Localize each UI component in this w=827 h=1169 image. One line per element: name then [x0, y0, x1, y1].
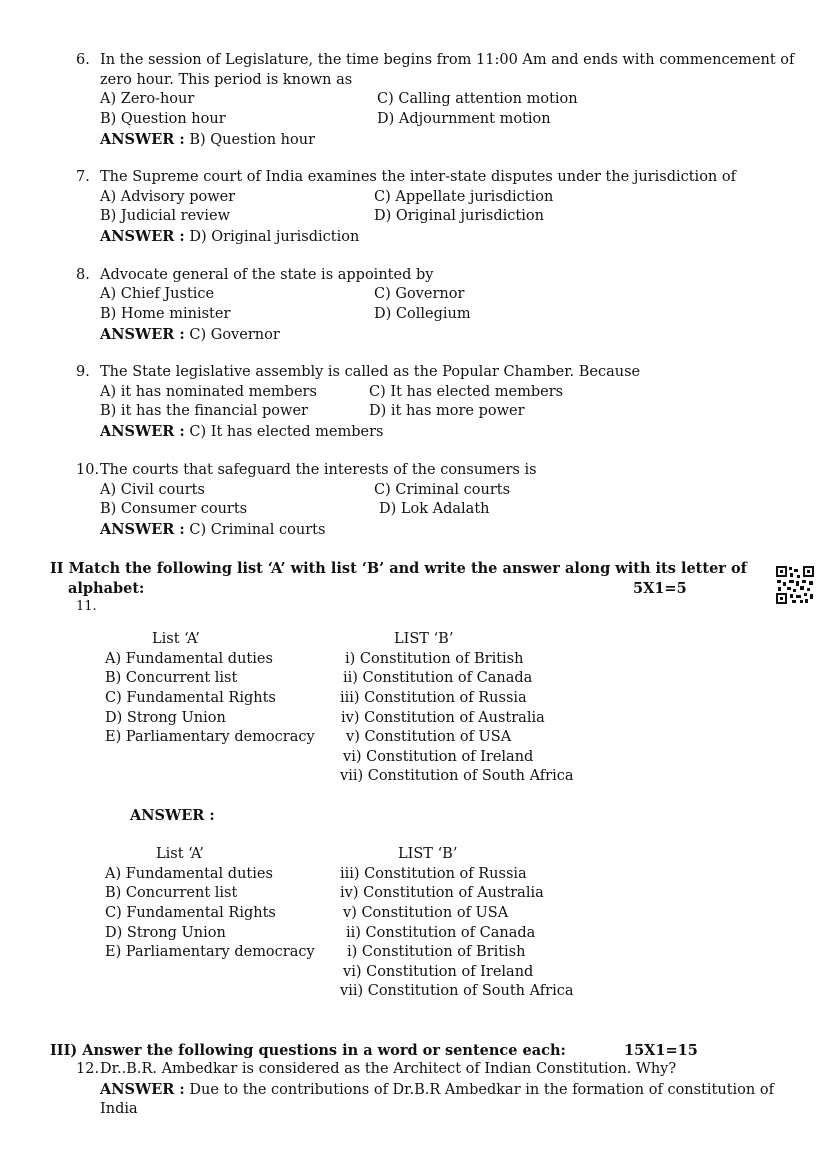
list-a-item: A) Fundamental duties [105, 651, 273, 667]
list-b-item: i) Constitution of British [347, 944, 526, 960]
list-b-header: LIST ‘B’ [394, 631, 454, 647]
list-a-item: D) Strong Union [105, 710, 226, 726]
list-a-item: C) Fundamental Rights [105, 690, 276, 706]
list-b-item: iv) Constitution of Australia [340, 885, 544, 901]
question-text: Advocate general of the state is appointed by [100, 267, 434, 283]
list-a-item: C) Fundamental Rights [105, 905, 276, 921]
option-d: D) Adjournment motion [377, 111, 551, 127]
list-b-item: ii) Constitution of Canada [343, 670, 533, 686]
option-c: C) Criminal courts [374, 482, 511, 498]
option-c: C) Governor [374, 286, 465, 302]
question-number: 8. [76, 267, 90, 283]
option-a: A) it has nominated members [100, 384, 317, 400]
answer-line [100, 227, 359, 248]
answer-text: D) Original jurisdiction [189, 229, 360, 245]
question-text: The Supreme court of India examines the inter-state disputes under the jurisdiction of [100, 169, 736, 185]
answer-label: ANSWER : [100, 1081, 185, 1098]
list-b-item: vii) Constitution of South Africa [340, 983, 574, 999]
option-b: B) Home minister [100, 306, 231, 322]
option-c: C) Appellate jurisdiction [374, 189, 554, 205]
answer-heading: ANSWER : [130, 807, 215, 824]
question-number: 12. [76, 1061, 100, 1077]
option-a: A) Advisory power [100, 189, 236, 205]
list-a-header: List ‘A’ [156, 846, 204, 862]
list-a-item: D) Strong Union [105, 925, 226, 941]
question-text: zero hour. This period is known as [100, 72, 353, 88]
question-text: Dr..B.R. Ambedkar is considered as the Architect of Indian Constitution. Why? [100, 1061, 677, 1077]
answer-line [100, 422, 383, 443]
question-text: The courts that safeguard the interests of the consumers is [100, 462, 537, 478]
option-c: C) Calling attention motion [377, 91, 578, 107]
option-a: A) Civil courts [100, 482, 205, 498]
option-d: D) Collegium [374, 306, 471, 322]
option-d: D) Lok Adalath [379, 501, 490, 517]
option-b: B) it has the financial power [100, 403, 308, 419]
question-text: In the session of Legislature, the time begins from 11:00 Am and ends with commencement of [100, 52, 795, 68]
list-a-item: E) Parliamentary democracy [105, 729, 315, 745]
question-number: 9. [76, 364, 90, 380]
section-heading: III) Answer the following questions in a word or sentence each: [50, 1042, 566, 1059]
answer-line [100, 520, 325, 541]
list-a-item: E) Parliamentary democracy [105, 944, 315, 960]
list-b-item: vii) Constitution of South Africa [340, 768, 574, 784]
answer-label: ANSWER : [100, 423, 185, 440]
list-a-item: A) Fundamental duties [105, 866, 273, 882]
section-marks: 15X1=15 [624, 1042, 698, 1059]
option-b: B) Question hour [100, 111, 226, 127]
option-c: C) It has elected members [369, 384, 564, 400]
option-b: B) Consumer courts [100, 501, 248, 517]
option-a: A) Chief Justice [100, 286, 215, 302]
answer-label: ANSWER : [100, 131, 185, 148]
question-number: 6. [76, 52, 90, 68]
option-a: A) Zero-hour [100, 91, 195, 107]
option-b: B) Judicial review [100, 208, 230, 224]
list-b-item: v) Constitution of USA [343, 905, 509, 921]
list-b-item: iii) Constitution of Russia [340, 690, 527, 706]
option-d: D) Original jurisdiction [374, 208, 544, 224]
section-heading: II Match the following list ‘A’ with list ‘B’ and write the answer along with its letter of [50, 560, 747, 577]
question-number: 7. [76, 169, 90, 185]
question-text: The State legislative assembly is called as the Popular Chamber. Because [100, 364, 641, 380]
answer-line [100, 130, 315, 151]
answer-label: ANSWER : [100, 228, 185, 245]
section-marks: 5X1=5 [633, 580, 687, 597]
list-b-item: vi) Constitution of Ireland [343, 749, 534, 765]
answer-line [100, 1080, 774, 1101]
question-number: 11. [76, 599, 97, 614]
answer-text: B) Question hour [189, 132, 316, 148]
list-a-item: B) Concurrent list [105, 670, 238, 686]
answer-text: C) Criminal courts [189, 522, 326, 538]
list-b-item: iii) Constitution of Russia [340, 866, 527, 882]
answer-text-cont: India [100, 1101, 138, 1117]
option-d: D) it has more power [369, 403, 525, 419]
list-b-header: LIST ‘B’ [398, 846, 458, 862]
list-b-item: iv) Constitution of Australia [341, 710, 545, 726]
list-a-item: B) Concurrent list [105, 885, 238, 901]
answer-label: ANSWER : [100, 326, 185, 343]
section-heading-cont: alphabet: [68, 580, 145, 597]
list-b-item: v) Constitution of USA [346, 729, 512, 745]
list-b-item: vi) Constitution of Ireland [343, 964, 534, 980]
question-number: 10. [76, 462, 100, 478]
answer-line [100, 325, 280, 346]
answer-text: C) It has elected members [189, 424, 384, 440]
qr-code-icon [775, 565, 815, 605]
answer-text: Due to the contributions of Dr.B.R Ambedkar in the formation of constitution of [189, 1082, 774, 1098]
answer-label: ANSWER : [100, 521, 185, 538]
answer-text: C) Governor [189, 327, 280, 343]
list-b-item: ii) Constitution of Canada [346, 925, 536, 941]
list-a-header: List ‘A’ [152, 631, 200, 647]
list-b-item: i) Constitution of British [345, 651, 524, 667]
